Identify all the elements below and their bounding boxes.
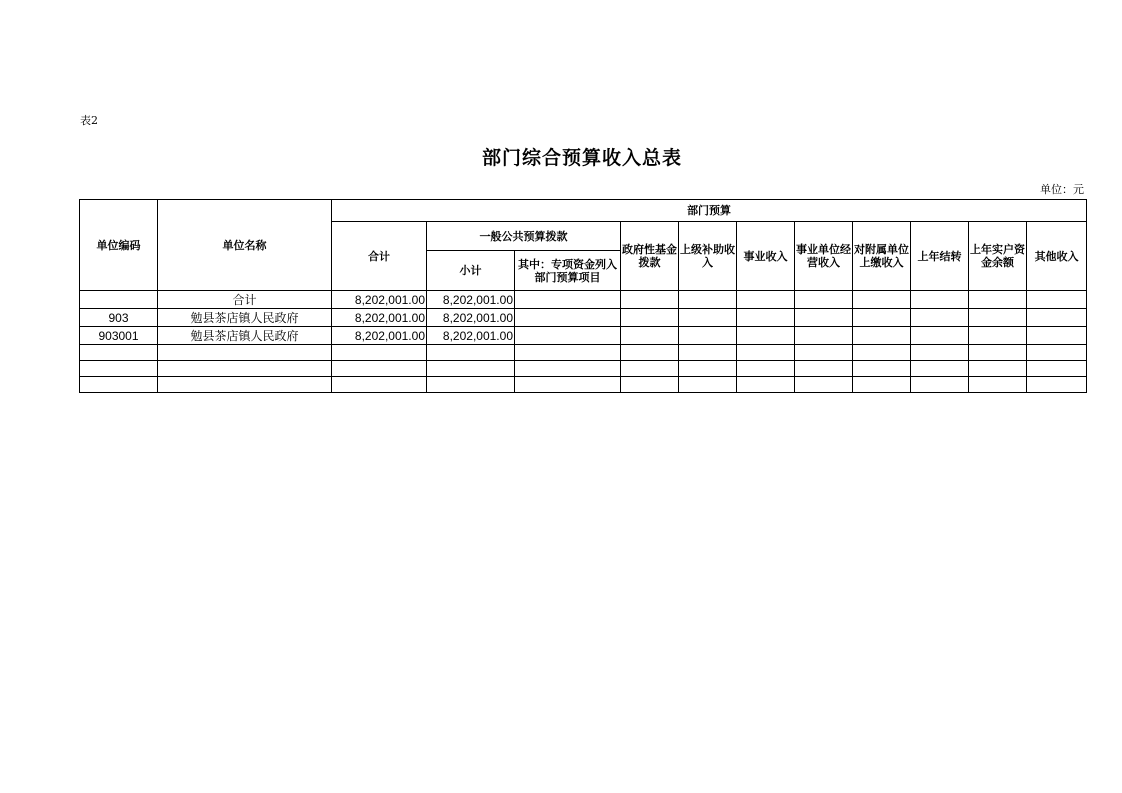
table-row <box>80 327 1087 345</box>
row-code: 903 <box>80 309 158 327</box>
header-unit-code: 单位编码 <box>80 200 158 291</box>
row-subtotal: 8,202,001.00 <box>427 327 515 345</box>
empty-row <box>80 345 1087 361</box>
header-general-public: 一般公共预算拨款 <box>427 222 621 251</box>
unit-label: 单位：元 <box>1040 183 1084 196</box>
header-prior-year-balance: 上年实户资金余额 <box>969 222 1027 291</box>
header-superior-subsidy: 上级补助收入 <box>679 222 737 291</box>
empty-row <box>80 361 1087 377</box>
page-title: 部门综合预算收入总表 <box>481 147 682 169</box>
row-code: 903001 <box>80 327 158 345</box>
row-subtotal: 8,202,001.00 <box>427 291 515 309</box>
header-prior-year-carryover: 上年结转 <box>911 222 969 291</box>
table-row <box>80 309 1087 327</box>
table-row <box>80 291 1087 309</box>
row-subtotal: 8,202,001.00 <box>427 309 515 327</box>
header-subtotal: 小计 <box>427 251 515 291</box>
table-label: 表2 <box>80 114 98 127</box>
row-total: 8,202,001.00 <box>332 327 427 345</box>
header-business-income: 事业收入 <box>737 222 795 291</box>
header-dept-budget: 部门预算 <box>332 200 1087 222</box>
row-total: 8,202,001.00 <box>332 291 427 309</box>
header-total: 合计 <box>332 222 427 291</box>
row-code <box>80 291 158 309</box>
header-special-funds: 其中：专项资金列入部门预算项目 <box>515 251 621 291</box>
header-other-income: 其他收入 <box>1027 222 1087 291</box>
header-gov-fund: 政府性基金拨款 <box>621 222 679 291</box>
empty-row <box>80 377 1087 393</box>
budget-table <box>79 199 1087 393</box>
header-affiliated-unit: 对附属单位上缴收入 <box>853 222 911 291</box>
header-business-unit-operating: 事业单位经营收入 <box>795 222 853 291</box>
row-name: 勉县茶店镇人民政府 <box>158 327 332 345</box>
row-name: 合计 <box>158 291 332 309</box>
header-unit-name: 单位名称 <box>158 200 332 291</box>
row-name: 勉县茶店镇人民政府 <box>158 309 332 327</box>
row-total: 8,202,001.00 <box>332 309 427 327</box>
